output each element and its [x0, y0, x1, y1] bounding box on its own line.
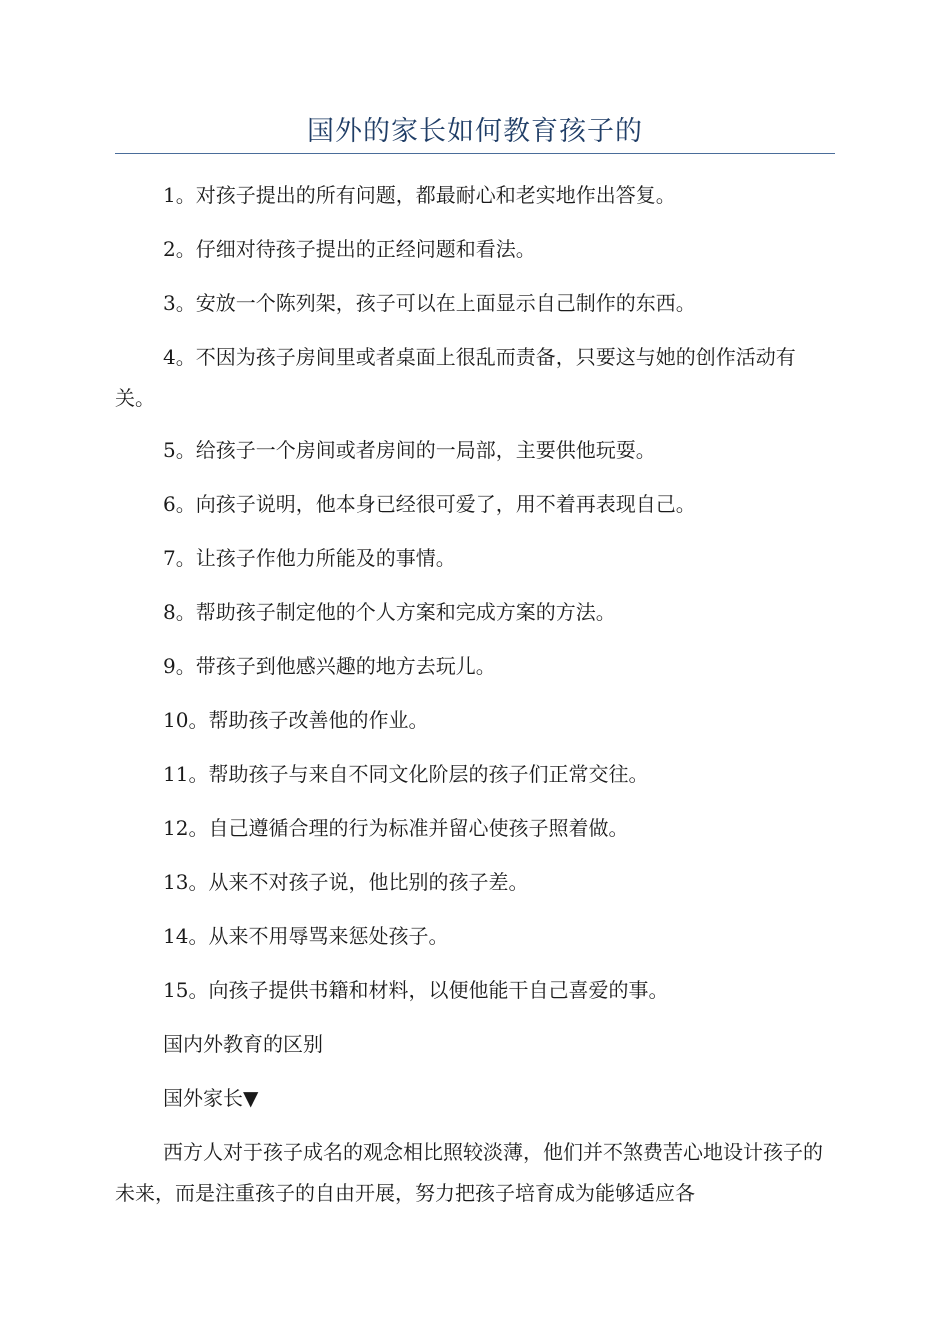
document-title: 国外的家长如何教育孩子的: [307, 116, 643, 147]
list-item: 12。自己遵循合理的行为标准并留心使孩子照着做。: [163, 816, 629, 840]
list-item: 13。从来不对孩子说，他比别的孩子差。: [163, 870, 529, 894]
list-item: 8。帮助孩子制定他的个人方案和完成方案的方法。: [163, 600, 616, 624]
list-item: 11。帮助孩子与来自不同文化阶层的孩子们正常交往。: [163, 762, 649, 786]
list-item: 1。对孩子提出的所有问题，都最耐心和老实地作出答复。: [163, 183, 676, 207]
list-item: 3。安放一个陈列架，孩子可以在上面显示自己制作的东西。: [163, 291, 696, 315]
list-item: 7。让孩子作他力所能及的事情。: [163, 546, 456, 570]
body-paragraph: 西方人对于孩子成名的观念相比照较淡薄，他们并不煞费苦心地设计孩子的未来，而是注重孩子的自由开展，努力把孩子培育成为能够适应各: [115, 1140, 823, 1205]
list-item: 5。给孩子一个房间或者房间的一局部，主要供他玩耍。: [163, 438, 656, 462]
section-heading: 国内外教育的区别: [163, 1032, 323, 1056]
list-item: 14。从来不用辱骂来惩处孩子。: [163, 924, 449, 948]
list-item: 6。向孩子说明，他本身已经很可爱了，用不着再表现自己。: [163, 492, 696, 516]
subsection-heading: 国外家长▼: [163, 1086, 259, 1110]
list-item: 2。仔细对待孩子提出的正经问题和看法。: [163, 237, 536, 261]
title-underline: [115, 153, 835, 154]
list-item: 10。帮助孩子改善他的作业。: [163, 708, 429, 732]
list-item: 15。向孩子提供书籍和材料，以便他能干自己喜爱的事。: [163, 978, 669, 1002]
list-item: 9。带孩子到他感兴趣的地方去玩儿。: [163, 654, 496, 678]
list-item: 4。不因为孩子房间里或者桌面上很乱而责备，只要这与她的创作活动有关。: [115, 345, 796, 410]
